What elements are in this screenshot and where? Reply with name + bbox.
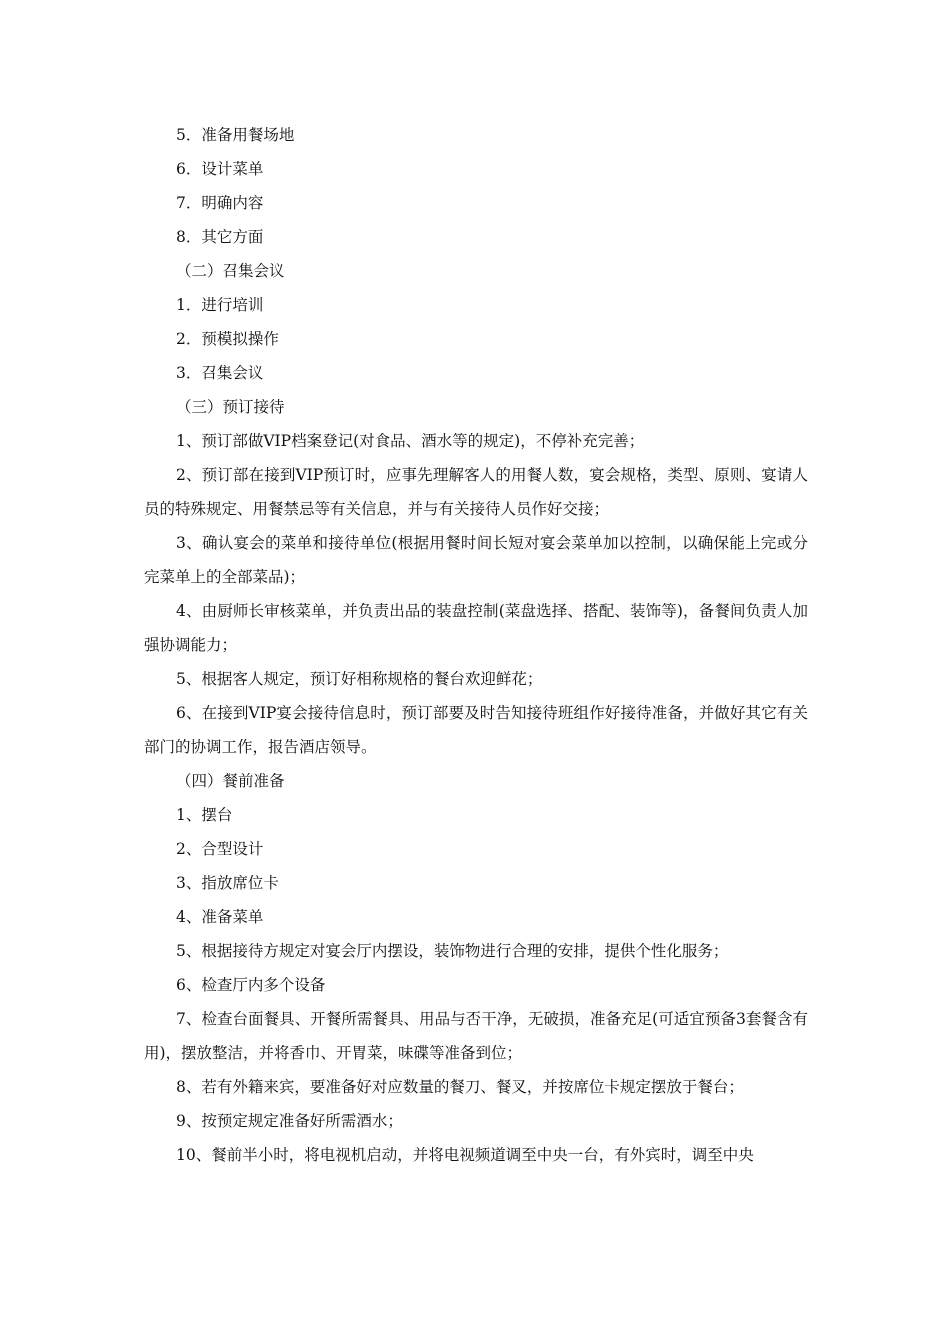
list-item: 3．召集会议 [176, 364, 264, 382]
list-item: 7、检查台面餐具、开餐所需餐具、用品与否干净，无破损，准备充足(可适宜预备3套餐含有用)，摆放整洁，并将香巾、开胃菜，味碟等准备到位； [144, 1010, 808, 1062]
list-item: 5、根据接待方规定对宴会厅内摆设，装饰物进行合理的安排，提供个性化服务； [176, 942, 729, 960]
list-item: 10、餐前半小时，将电视机启动，并将电视频道调至中央一台，有外宾时，调至中央 [176, 1146, 754, 1164]
list-item: 6．设计菜单 [176, 160, 264, 178]
list-item: 8．其它方面 [176, 228, 264, 246]
list-item: 6、检查厅内多个设备 [176, 976, 326, 994]
list-item: 2、合型设计 [176, 840, 264, 858]
list-item: 7．明确内容 [176, 194, 264, 212]
list-item: 1、预订部做VIP档案登记(对食品、酒水等的规定)，不停补充完善； [176, 432, 645, 450]
list-item: 5、根据客人规定，预订好相称规格的餐台欢迎鲜花； [176, 670, 543, 688]
list-item: 1．进行培训 [176, 296, 264, 314]
document-body [144, 118, 808, 1172]
section-heading: （二）召集会议 [176, 262, 285, 280]
list-item: 3、指放席位卡 [176, 874, 279, 892]
list-item: 1、摆台 [176, 806, 233, 824]
list-item: 4、准备菜单 [176, 908, 264, 926]
section-heading: （三）预订接待 [176, 398, 285, 416]
list-item: 6、在接到VIP宴会接待信息时，预订部要及时告知接待班组作好接待准备，并做好其它有关部门的协调工作，报告酒店领导。 [144, 704, 808, 756]
list-item: 3、确认宴会的菜单和接待单位(根据用餐时间长短对宴会菜单加以控制，以确保能上完或分完菜单上的全部菜品)； [144, 534, 808, 586]
list-item: 2．预模拟操作 [176, 330, 279, 348]
list-item: 8、若有外籍来宾，要准备好对应数量的餐刀、餐叉，并按席位卡规定摆放于餐台； [176, 1078, 744, 1096]
list-item: 4、由厨师长审核菜单，并负责出品的装盘控制(菜盘选择、搭配、装饰等)，备餐间负责人加强协调能力； [144, 602, 808, 654]
list-item: 9、按预定规定准备好所需酒水； [176, 1112, 403, 1130]
list-item: 2、预订部在接到VIP预订时，应事先理解客人的用餐人数，宴会规格，类型、原则、宴请人员的特殊规定、用餐禁忌等有关信息，并与有关接待人员作好交接； [144, 466, 808, 518]
list-item: 5．准备用餐场地 [176, 126, 295, 144]
section-heading: （四）餐前准备 [176, 772, 285, 790]
